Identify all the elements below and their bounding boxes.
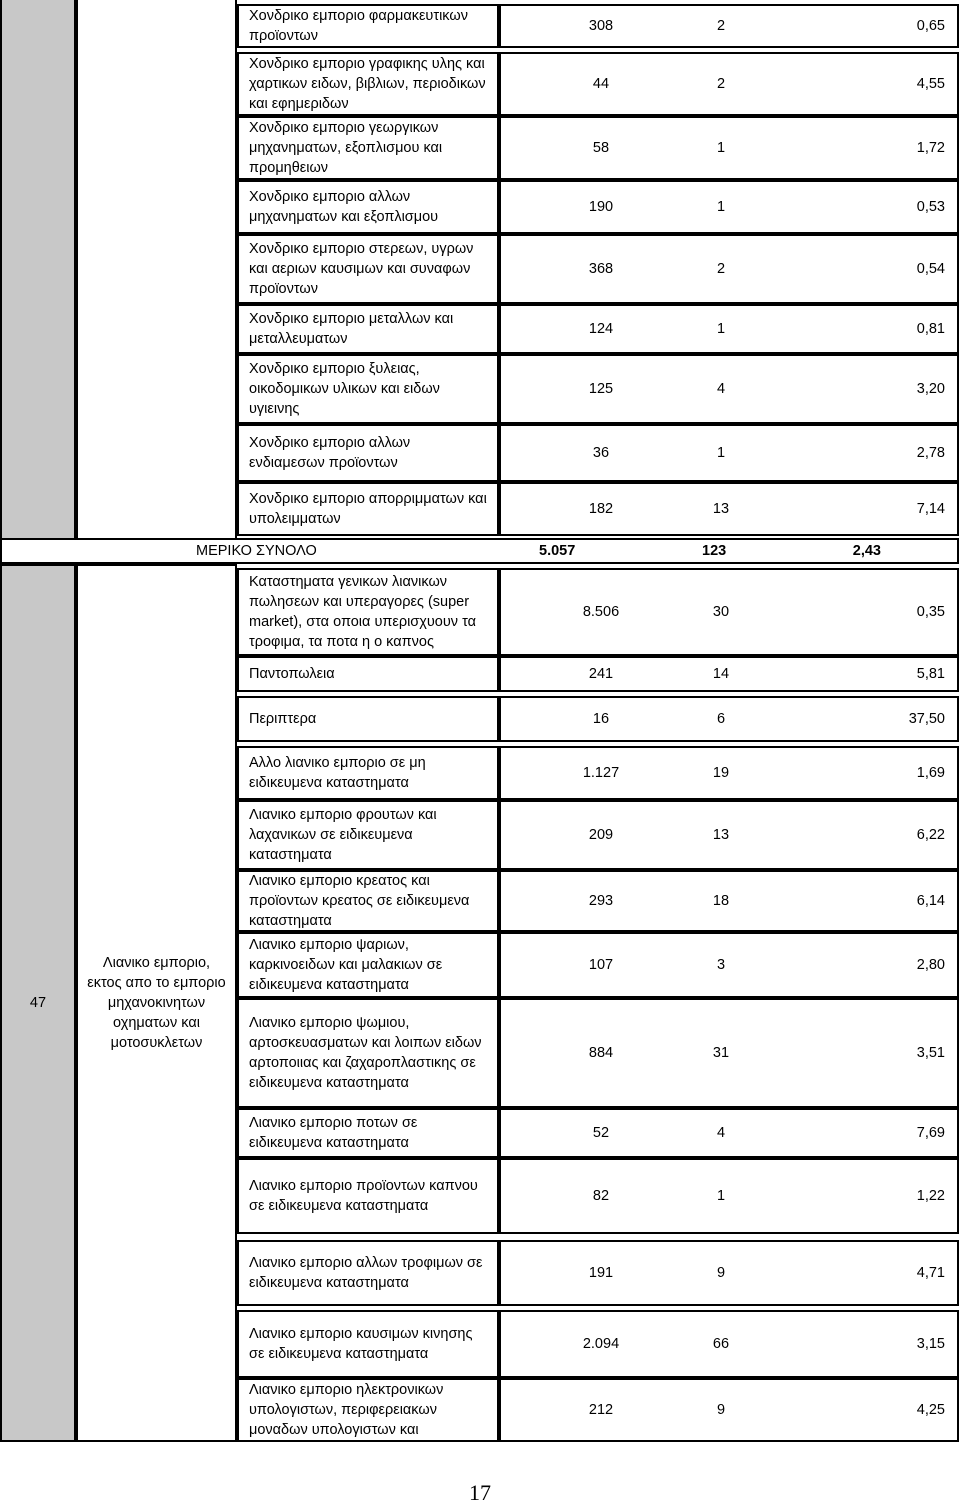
retail-value-2: 4 [716, 1125, 726, 1141]
subtotal-label: ΜΕΡΙΚΟ ΣΥΝΟΛΟ [196, 543, 317, 559]
wholesale-row [237, 180, 959, 234]
retail-value-3: 5,81 [916, 666, 945, 682]
retail-description: Λιανικο εμποριο φρουτων και λαχανικων σε ειδικευμενα καταστηματα [237, 800, 499, 870]
subtotal-row [0, 538, 959, 564]
retail-value-2: 9 [716, 1402, 726, 1418]
wholesale-value-3: 7,14 [916, 501, 945, 517]
retail-values [499, 932, 959, 998]
wholesale-value-3: 4,55 [916, 76, 945, 92]
retail-description: Λιανικο εμποριο ηλεκτρονικων υπολογιστων, περιφερειακων μοναδων υπολογιστων και [237, 1378, 499, 1442]
retail-description: Λιανικο εμποριο καυσιμων κινησης σε ειδικευμενα καταστηματα [237, 1310, 499, 1378]
retail-row [237, 568, 959, 656]
retail-values [499, 656, 959, 692]
wholesale-value-1: 36 [592, 445, 610, 461]
wholesale-row [237, 354, 959, 424]
retail-values [499, 1158, 959, 1234]
retail-value-1: 107 [588, 957, 614, 973]
wholesale-value-1: 124 [588, 321, 614, 337]
subtotal-v2: 123 [702, 543, 727, 559]
wholesale-value-2: 2 [716, 76, 726, 92]
wholesale-description: Χονδρικο εμποριο απορριμματων και υπολειμματων [237, 482, 499, 536]
retail-value-2: 30 [712, 604, 730, 620]
retail-row [237, 998, 959, 1108]
retail-values [499, 800, 959, 870]
wholesale-value-1: 125 [588, 381, 614, 397]
wholesale-value-2: 2 [716, 261, 726, 277]
retail-row [237, 800, 959, 870]
retail-description: Λιανικο εμποριο προϊοντων καπνου σε ειδικευμενα καταστηματα [237, 1158, 499, 1234]
wholesale-value-2: 1 [716, 140, 726, 156]
wholesale-value-3: 0,53 [916, 199, 945, 215]
retail-value-3: 4,25 [916, 1402, 945, 1418]
retail-row [237, 656, 959, 692]
wholesale-row [237, 4, 959, 48]
section-title: Λιανικο εμποριο, εκτος απο το εμποριο μηχανοκινητων οχηματων και μοτοσυκλετων [76, 564, 237, 1442]
retail-value-1: 884 [588, 1045, 614, 1061]
wholesale-description: Χονδρικο εμποριο στερεων, υγρων και αεριων καυσιμων και συναφων προϊοντων [237, 234, 499, 304]
retail-value-1: 16 [592, 711, 610, 727]
wholesale-value-2: 1 [716, 321, 726, 337]
retail-description: Λιανικο εμποριο ψαριων, καρκινοειδων και μαλακιων σε ειδικευμενα καταστηματα [237, 932, 499, 998]
code-column-top [0, 0, 76, 538]
retail-values [499, 696, 959, 742]
wholesale-value-3: 3,20 [916, 381, 945, 397]
retail-value-2: 6 [716, 711, 726, 727]
retail-value-2: 14 [712, 666, 730, 682]
retail-row [237, 696, 959, 742]
wholesale-description: Χονδρικο εμποριο μεταλλων και μεταλλευματων [237, 304, 499, 354]
retail-value-1: 8.506 [582, 604, 620, 620]
wholesale-row [237, 116, 959, 180]
retail-values [499, 568, 959, 656]
retail-value-2: 18 [712, 893, 730, 909]
subtotal-v1: 5.057 [539, 543, 576, 559]
wholesale-values [499, 180, 959, 234]
retail-value-2: 13 [712, 827, 730, 843]
retail-value-1: 293 [588, 893, 614, 909]
retail-value-2: 9 [716, 1265, 726, 1281]
wholesale-value-3: 1,72 [916, 140, 945, 156]
retail-value-2: 19 [712, 765, 730, 781]
retail-value-1: 52 [592, 1125, 610, 1141]
retail-value-3: 1,22 [916, 1188, 945, 1204]
retail-value-2: 1 [716, 1188, 726, 1204]
section-column-top [76, 0, 237, 538]
subtotal-v3: 2,43 [852, 543, 881, 559]
wholesale-values [499, 116, 959, 180]
wholesale-value-3: 0,54 [916, 261, 945, 277]
retail-values [499, 870, 959, 932]
wholesale-row [237, 304, 959, 354]
retail-description: Λιανικο εμποριο ψωμιου, αρτοσκευασματων και λοιπων ειδων αρτοποιιας και ζαχαροπλαστικης σε ειδικευμενα καταστηματα [237, 998, 499, 1108]
wholesale-value-2: 4 [716, 381, 726, 397]
retail-description: Καταστηματα γενικων λιανικων πωλησεων και υπεραγορες (super market), στα οποια υπερισχυουν τα τροφιμα, τα ποτα η ο καπνος [237, 568, 499, 656]
retail-value-3: 6,22 [916, 827, 945, 843]
wholesale-value-2: 13 [712, 501, 730, 517]
retail-value-3: 0,35 [916, 604, 945, 620]
retail-value-2: 31 [712, 1045, 730, 1061]
wholesale-value-3: 2,78 [916, 445, 945, 461]
retail-row [237, 1240, 959, 1306]
retail-value-3: 6,14 [916, 893, 945, 909]
retail-value-1: 209 [588, 827, 614, 843]
retail-value-3: 37,50 [908, 711, 945, 727]
wholesale-description: Χονδρικο εμποριο αλλων ενδιαμεσων προϊοντων [237, 424, 499, 482]
retail-row [237, 1310, 959, 1378]
retail-value-1: 1.127 [582, 765, 620, 781]
page-number: 17 [469, 1480, 491, 1505]
retail-values [499, 1240, 959, 1306]
retail-value-2: 3 [716, 957, 726, 973]
wholesale-values [499, 4, 959, 48]
retail-value-3: 7,69 [916, 1125, 945, 1141]
wholesale-description: Χονδρικο εμποριο γραφικης υλης και χαρτικων ειδων, βιβλιων, περιοδικων και εφημεριδων [237, 52, 499, 116]
retail-row [237, 932, 959, 998]
wholesale-value-1: 58 [592, 140, 610, 156]
wholesale-values [499, 482, 959, 536]
wholesale-values [499, 52, 959, 116]
wholesale-description: Χονδρικο εμποριο αλλων μηχανηματων και εξοπλισμου [237, 180, 499, 234]
retail-value-3: 1,69 [916, 765, 945, 781]
retail-row [237, 1158, 959, 1234]
retail-value-3: 3,15 [916, 1336, 945, 1352]
retail-value-1: 212 [588, 1402, 614, 1418]
wholesale-value-3: 0,81 [916, 321, 945, 337]
wholesale-value-3: 0,65 [916, 18, 945, 34]
retail-description: Αλλο λιανικο εμποριο σε μη ειδικευμενα καταστηματα [237, 746, 499, 800]
wholesale-value-2: 2 [716, 18, 726, 34]
retail-values [499, 1378, 959, 1442]
wholesale-value-1: 368 [588, 261, 614, 277]
retail-values [499, 1108, 959, 1158]
retail-value-2: 66 [712, 1336, 730, 1352]
retail-value-1: 2.094 [582, 1336, 620, 1352]
wholesale-description: Χονδρικο εμποριο ξυλειας, οικοδομικων υλικων και ειδων υγιεινης [237, 354, 499, 424]
wholesale-values [499, 354, 959, 424]
wholesale-description: Χονδρικο εμποριο φαρμακευτικων προϊοντων [237, 4, 499, 48]
wholesale-row [237, 234, 959, 304]
retail-value-1: 241 [588, 666, 614, 682]
retail-description: Λιανικο εμποριο αλλων τροφιμων σε ειδικευμενα καταστηματα [237, 1240, 499, 1306]
wholesale-value-1: 190 [588, 199, 614, 215]
wholesale-value-2: 1 [716, 445, 726, 461]
retail-value-1: 82 [592, 1188, 610, 1204]
wholesale-row [237, 482, 959, 536]
retail-row [237, 746, 959, 800]
wholesale-value-1: 182 [588, 501, 614, 517]
retail-description: Λιανικο εμποριο ποτων σε ειδικευμενα καταστηματα [237, 1108, 499, 1158]
retail-description: Περιπτερα [237, 696, 499, 742]
retail-row [237, 870, 959, 932]
retail-values [499, 1310, 959, 1378]
retail-description: Παντοπωλεια [237, 656, 499, 692]
wholesale-value-1: 44 [592, 76, 610, 92]
retail-values [499, 998, 959, 1108]
section-code: 47 [0, 564, 76, 1442]
retail-value-1: 191 [588, 1265, 614, 1281]
wholesale-value-2: 1 [716, 199, 726, 215]
wholesale-value-1: 308 [588, 18, 614, 34]
retail-value-3: 2,80 [916, 957, 945, 973]
retail-description: Λιανικο εμποριο κρεατος και προϊοντων κρεατος σε ειδικευμενα καταστηματα [237, 870, 499, 932]
retail-value-3: 3,51 [916, 1045, 945, 1061]
retail-values [499, 746, 959, 800]
wholesale-row [237, 424, 959, 482]
wholesale-values [499, 304, 959, 354]
retail-row [237, 1378, 959, 1442]
wholesale-values [499, 234, 959, 304]
wholesale-values [499, 424, 959, 482]
wholesale-description: Χονδρικο εμποριο γεωργικων μηχανηματων, εξοπλισμου και προμηθειων [237, 116, 499, 180]
retail-value-3: 4,71 [916, 1265, 945, 1281]
retail-row [237, 1108, 959, 1158]
wholesale-row [237, 52, 959, 116]
